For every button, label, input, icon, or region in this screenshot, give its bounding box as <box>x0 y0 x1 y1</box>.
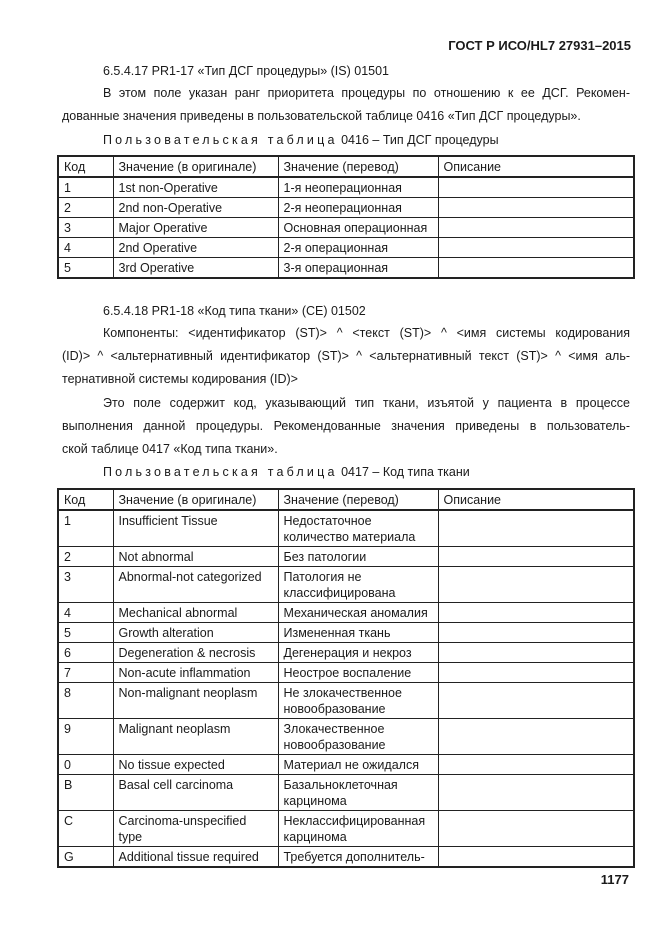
column-header: Код <box>58 489 113 510</box>
description-cell <box>438 623 634 643</box>
caption-label: Пользовательская таблица <box>103 133 338 147</box>
caption-label: Пользовательская таблица <box>103 465 338 479</box>
caption-rest: 0417 – Код типа ткани <box>341 465 470 479</box>
table-row <box>58 683 634 719</box>
code-cell: 2 <box>58 198 113 218</box>
original-value-cell: Additional tissue required <box>113 847 278 868</box>
description-cell <box>438 755 634 775</box>
description-cell <box>438 177 634 198</box>
section-title-pr1-17: 6.5.4.17 PR1-17 «Тип ДСГ процедуры» (IS) 01501 <box>103 64 390 78</box>
paragraph-pr1-17 <box>62 82 630 128</box>
text-line: Компоненты: <идентификатор (ST)> ^ <текст (ST)> ^ <имя системы кодирования <box>103 326 630 340</box>
code-cell: 2 <box>58 547 113 567</box>
description-cell <box>438 198 634 218</box>
original-value-cell: 1st non-Operative <box>113 177 278 198</box>
translated-value-cell: Измененная ткань <box>278 623 438 643</box>
description-cell <box>438 719 634 755</box>
column-header: Описание <box>438 156 634 177</box>
translated-value-cell: Не злокачественное новообразование <box>278 683 438 719</box>
table-row <box>58 755 634 775</box>
table-row <box>58 547 634 567</box>
original-value-cell: Mechanical abnormal <box>113 603 278 623</box>
table-row <box>58 238 634 258</box>
paragraph-components <box>62 322 630 391</box>
code-cell: 1 <box>58 177 113 198</box>
table-row <box>58 567 634 603</box>
description-cell <box>438 811 634 847</box>
description-cell <box>438 643 634 663</box>
text-line: В этом поле указан ранг приоритета процедуры по отношению к ее ДСГ. Рекомен- <box>103 86 630 100</box>
translated-value-cell: Патология не классифицирована <box>278 567 438 603</box>
table-row <box>58 719 634 755</box>
original-value-cell: Carcinoma-unspecified type <box>113 811 278 847</box>
original-value-cell: Not abnormal <box>113 547 278 567</box>
table-row <box>58 510 634 547</box>
text-line: дованные значения приведены в пользовательской таблице 0416 «Тип ДСГ процедуры». <box>62 109 581 123</box>
column-header: Код <box>58 156 113 177</box>
description-cell <box>438 238 634 258</box>
original-value-cell: No tissue expected <box>113 755 278 775</box>
table-row <box>58 218 634 238</box>
original-value-cell: Non-acute inflammation <box>113 663 278 683</box>
code-cell: 5 <box>58 258 113 279</box>
translated-value-cell: Требуется дополнитель- <box>278 847 438 868</box>
original-value-cell: 3rd Operative <box>113 258 278 279</box>
description-cell <box>438 663 634 683</box>
code-cell: 1 <box>58 510 113 547</box>
description-cell <box>438 775 634 811</box>
description-cell <box>438 547 634 567</box>
translated-value-cell: Недостаточное количество материала <box>278 510 438 547</box>
original-value-cell: Degeneration & necrosis <box>113 643 278 663</box>
description-cell <box>438 683 634 719</box>
table-row <box>58 847 634 868</box>
code-cell: C <box>58 811 113 847</box>
translated-value-cell: Злокачественное новообразование <box>278 719 438 755</box>
table-row <box>58 643 634 663</box>
translated-value-cell: Без патологии <box>278 547 438 567</box>
table-header-row <box>58 156 634 177</box>
translated-value-cell: Механическая аномалия <box>278 603 438 623</box>
column-header: Значение (перевод) <box>278 156 438 177</box>
paragraph-pr1-18 <box>62 392 630 461</box>
translated-value-cell: Неклассифицированная карцинома <box>278 811 438 847</box>
column-header: Значение (в оригинале) <box>113 489 278 510</box>
code-cell: 4 <box>58 603 113 623</box>
column-header: Значение (в оригинале) <box>113 156 278 177</box>
original-value-cell: Insufficient Tissue <box>113 510 278 547</box>
column-header: Значение (перевод) <box>278 489 438 510</box>
document-header: ГОСТ Р ИСО/HL7 27931–2015 <box>448 38 631 53</box>
code-cell: 5 <box>58 623 113 643</box>
original-value-cell: Non-malignant neoplasm <box>113 683 278 719</box>
user-table-0416 <box>57 155 635 279</box>
code-cell: 4 <box>58 238 113 258</box>
table-row <box>58 663 634 683</box>
text-line: Это поле содержит код, указывающий тип ткани, изъятой у пациента в процессе <box>103 396 630 410</box>
code-cell: 7 <box>58 663 113 683</box>
code-cell: 3 <box>58 567 113 603</box>
code-cell: 3 <box>58 218 113 238</box>
translated-value-cell: 3-я операционная <box>278 258 438 279</box>
original-value-cell: 2nd non-Operative <box>113 198 278 218</box>
code-cell: 8 <box>58 683 113 719</box>
description-cell <box>438 603 634 623</box>
table-row <box>58 623 634 643</box>
text-line: выполнения данной процедуры. Рекомендованные значения приведены в пользователь- <box>62 419 630 433</box>
original-value-cell: Major Operative <box>113 218 278 238</box>
code-cell: 0 <box>58 755 113 775</box>
description-cell <box>438 847 634 868</box>
caption-rest: 0416 – Тип ДСГ процедуры <box>341 133 499 147</box>
translated-value-cell: Материал не ожидался <box>278 755 438 775</box>
translated-value-cell: Дегенерация и некроз <box>278 643 438 663</box>
text-line: ской таблице 0417 «Код типа ткани». <box>62 442 278 456</box>
translated-value-cell: 1-я неоперационная <box>278 177 438 198</box>
translated-value-cell: 2-я неоперационная <box>278 198 438 218</box>
table-row <box>58 775 634 811</box>
original-value-cell: Malignant neoplasm <box>113 719 278 755</box>
table-row <box>58 177 634 198</box>
user-table-0417 <box>57 488 635 868</box>
original-value-cell: Abnormal-not categorized <box>113 567 278 603</box>
translated-value-cell: 2-я операционная <box>278 238 438 258</box>
table-row <box>58 603 634 623</box>
code-cell: B <box>58 775 113 811</box>
original-value-cell: 2nd Operative <box>113 238 278 258</box>
table-header-row <box>58 489 634 510</box>
text-line: тернативной системы кодирования (ID)> <box>62 372 298 386</box>
description-cell <box>438 258 634 279</box>
table-row <box>58 258 634 279</box>
code-cell: 9 <box>58 719 113 755</box>
original-value-cell: Growth alteration <box>113 623 278 643</box>
translated-value-cell: Базальноклеточная карцинома <box>278 775 438 811</box>
description-cell <box>438 567 634 603</box>
page-number: 1177 <box>600 872 629 887</box>
table-row <box>58 811 634 847</box>
table-caption-0417 <box>103 465 470 479</box>
table-row <box>58 198 634 218</box>
description-cell <box>438 218 634 238</box>
description-cell <box>438 510 634 547</box>
code-cell: 6 <box>58 643 113 663</box>
translated-value-cell: Основная операционная <box>278 218 438 238</box>
text-line: (ID)> ^ <альтернативный идентификатор (ST)> ^ <альтернативный текст (ST)> ^ <имя аль- <box>62 349 630 363</box>
table-caption-0416 <box>103 133 499 147</box>
original-value-cell: Basal cell carcinoma <box>113 775 278 811</box>
translated-value-cell: Неострое воспаление <box>278 663 438 683</box>
section-title-pr1-18: 6.5.4.18 PR1-18 «Код типа ткани» (CE) 01502 <box>103 304 366 318</box>
column-header: Описание <box>438 489 634 510</box>
code-cell: G <box>58 847 113 868</box>
